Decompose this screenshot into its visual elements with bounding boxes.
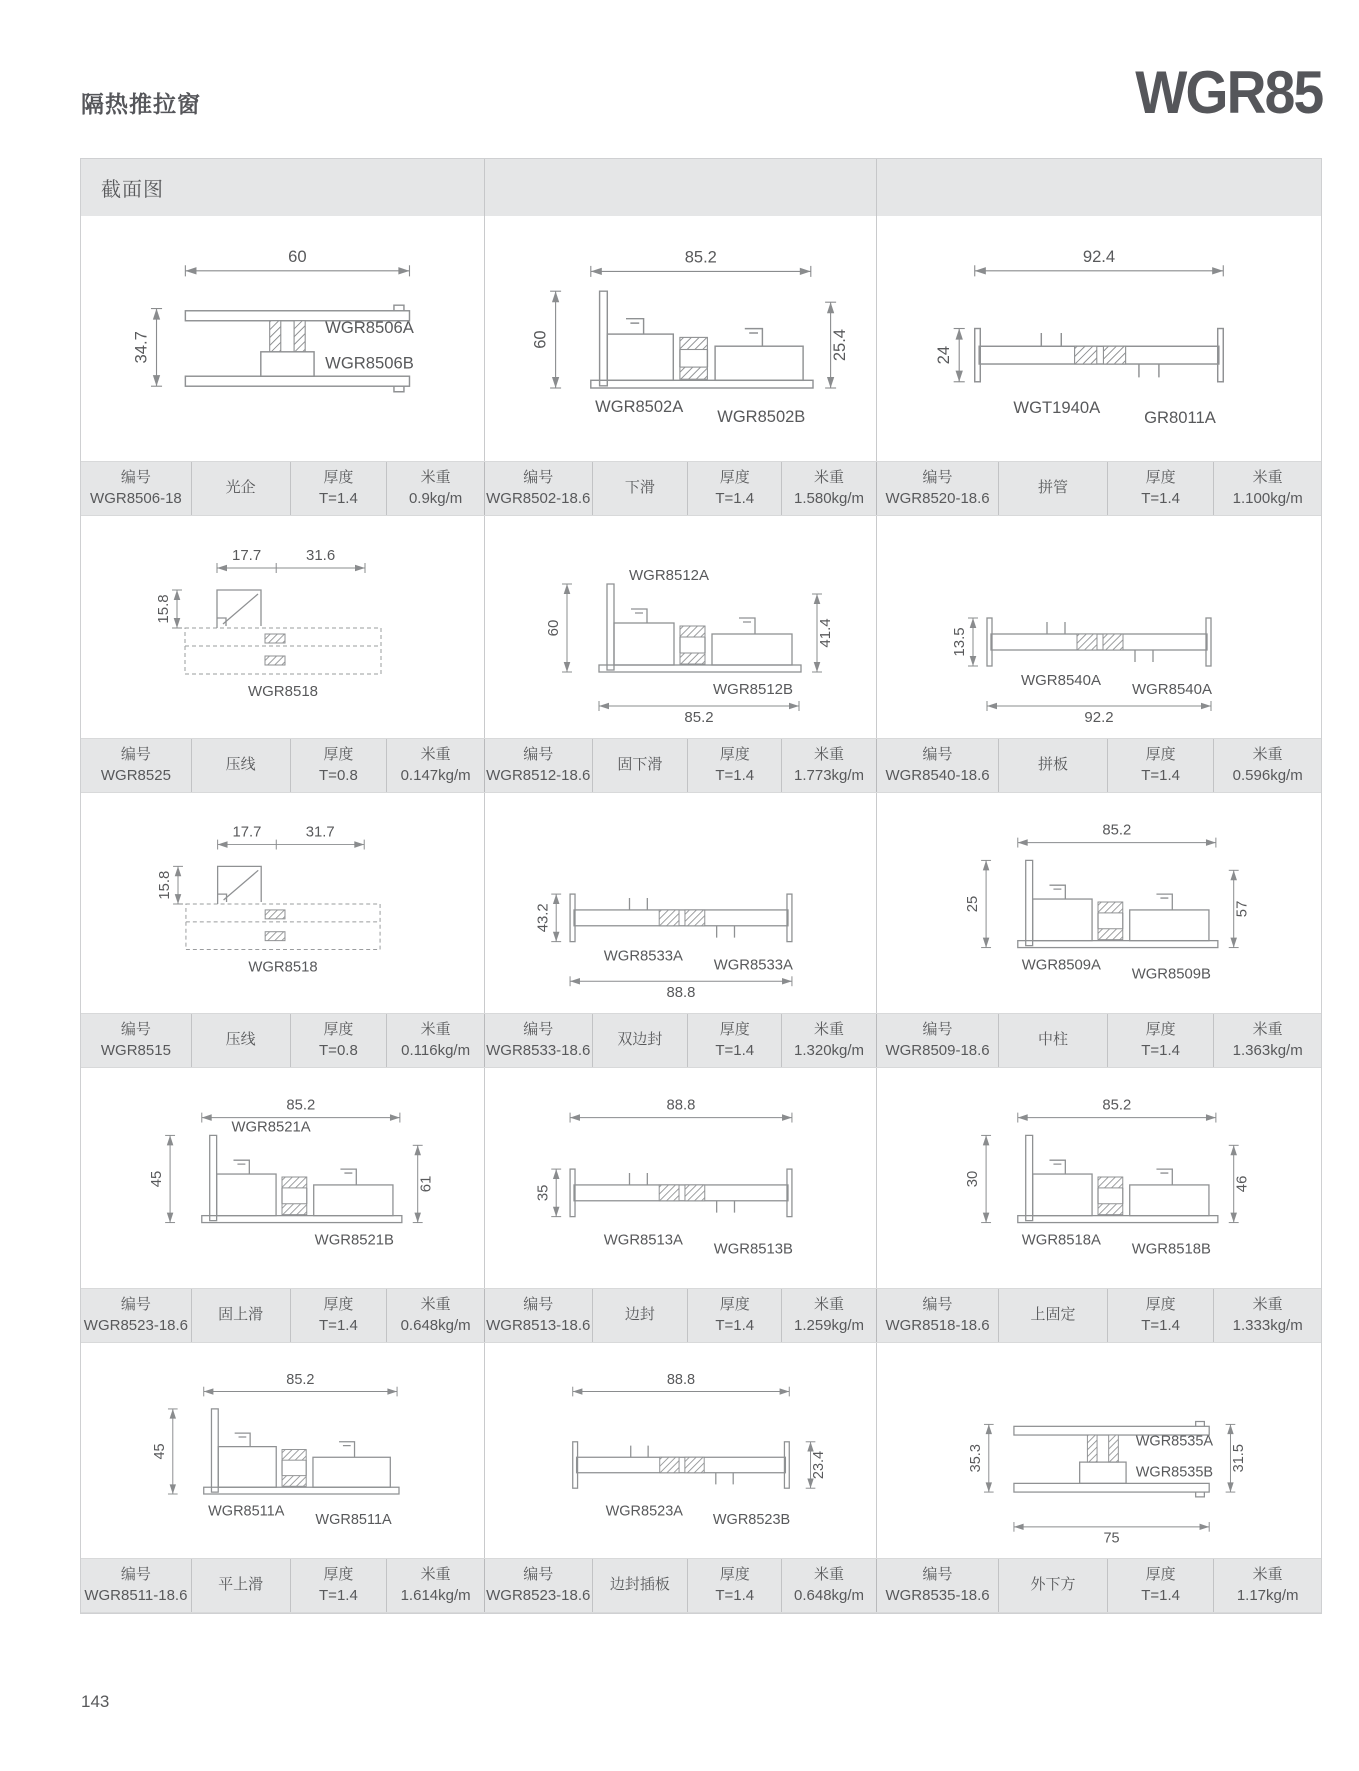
thickness-label: 厚度 — [719, 746, 750, 764]
profile-drawing-WGR8509-18.6 — [877, 793, 1321, 1013]
drawing-row — [81, 516, 1321, 738]
thickness-cell — [688, 1289, 782, 1342]
thickness-value: T=1.4 — [319, 1316, 358, 1334]
section-header: 截面图 — [101, 179, 164, 201]
weight-label: 米重 — [814, 746, 845, 764]
svg-text:45: 45 — [151, 1443, 168, 1460]
svg-text:WGR8509A: WGR8509A — [1021, 957, 1101, 974]
thickness-value: T=1.4 — [1141, 1041, 1181, 1059]
code-label: 编号 — [922, 746, 953, 764]
code-label: 编号 — [523, 1566, 554, 1584]
svg-text:WGR8518B: WGR8518B — [1131, 1241, 1211, 1258]
code-cell — [877, 739, 999, 792]
svg-text:15.8: 15.8 — [156, 870, 173, 900]
svg-text:60: 60 — [544, 619, 562, 637]
weight-value: 1.580kg/m — [794, 489, 865, 507]
svg-text:WGR8513B: WGR8513B — [713, 1241, 793, 1258]
name-cell — [593, 1559, 689, 1612]
code-value: WGR8509-18.6 — [885, 1041, 990, 1059]
code-value: WGR8511-18.6 — [84, 1586, 188, 1604]
code-value: WGR8506-18 — [90, 489, 182, 507]
thickness-cell — [1108, 1559, 1215, 1612]
code-value: WGR8523-18.6 — [486, 1586, 591, 1604]
weight-label: 米重 — [814, 1296, 845, 1314]
cross-section-svg — [90, 522, 476, 732]
thickness-value: T=1.4 — [715, 1041, 755, 1059]
code-cell — [877, 1559, 999, 1612]
code-cell — [877, 462, 999, 515]
thickness-label: 厚度 — [323, 1021, 354, 1039]
weight-value: 1.333kg/m — [1232, 1316, 1303, 1334]
cross-section-svg — [886, 222, 1312, 455]
spec-group — [81, 1559, 485, 1612]
thickness-label: 厚度 — [323, 469, 354, 487]
thickness-cell — [291, 1559, 388, 1612]
svg-text:WGR8535A: WGR8535A — [1135, 1433, 1214, 1450]
weight-label: 米重 — [420, 1021, 451, 1039]
spec-group — [81, 462, 485, 515]
svg-text:WGR8523B: WGR8523B — [712, 1511, 790, 1528]
weight-value: 1.100kg/m — [1232, 489, 1303, 507]
weight-cell — [1214, 1559, 1321, 1612]
weight-cell — [782, 1014, 876, 1067]
spec-row — [81, 1013, 1321, 1068]
code-label: 编号 — [120, 1021, 151, 1039]
spec-group — [485, 462, 877, 515]
weight-cell — [1214, 739, 1321, 792]
name-cell — [593, 739, 689, 792]
weight-value: 1.17kg/m — [1236, 1586, 1299, 1604]
svg-text:34.7: 34.7 — [131, 331, 151, 364]
cross-section-svg — [886, 799, 1312, 1007]
name-cell — [593, 462, 689, 515]
name-value: 双边封 — [617, 1031, 663, 1049]
thickness-label: 厚度 — [1145, 1296, 1176, 1314]
svg-text:31.6: 31.6 — [305, 547, 335, 564]
svg-text:31.7: 31.7 — [305, 824, 335, 841]
spec-group — [877, 1014, 1321, 1067]
code-label: 编号 — [523, 1021, 554, 1039]
name-value: 拼管 — [1037, 479, 1068, 497]
thickness-label: 厚度 — [323, 1296, 354, 1314]
name-cell — [593, 1014, 689, 1067]
svg-text:85.2: 85.2 — [683, 709, 714, 726]
thickness-value: T=1.4 — [319, 1586, 358, 1604]
svg-text:GR8011A: GR8011A — [1144, 407, 1216, 427]
svg-text:WGR8523A: WGR8523A — [605, 1503, 683, 1520]
profile-drawing-WGR8515 — [81, 793, 485, 1013]
svg-text:17.7: 17.7 — [231, 547, 261, 564]
profile-drawing-WGR8523-18.6 — [81, 1068, 485, 1288]
name-value: 中柱 — [1037, 1031, 1068, 1049]
thickness-cell — [291, 1014, 388, 1067]
weight-cell — [1214, 462, 1321, 515]
profile-drawing-WGR8523-18.6 — [485, 1343, 877, 1558]
cross-section-svg — [494, 522, 868, 732]
thickness-cell — [688, 462, 782, 515]
svg-text:25: 25 — [965, 895, 982, 913]
spec-group — [81, 739, 485, 792]
name-value: 平上滑 — [218, 1576, 264, 1594]
profile-drawing-WGR8506-18 — [81, 216, 485, 461]
page-number: 143 — [81, 1692, 110, 1711]
drawing-row — [81, 216, 1321, 461]
svg-text:85.2: 85.2 — [1102, 822, 1132, 839]
weight-value: 0.9kg/m — [408, 489, 463, 507]
weight-cell — [1214, 1289, 1321, 1342]
name-cell — [593, 1289, 689, 1342]
name-value: 下滑 — [624, 479, 655, 497]
name-value: 固上滑 — [218, 1306, 264, 1324]
code-value: WGR8513-18.6 — [486, 1316, 591, 1334]
code-value: WGR8535-18.6 — [885, 1586, 990, 1604]
svg-text:WGR8540A: WGR8540A — [1020, 672, 1102, 689]
svg-text:24: 24 — [934, 345, 954, 365]
weight-label: 米重 — [420, 469, 451, 487]
svg-text:75: 75 — [1103, 1530, 1120, 1547]
weight-cell — [782, 462, 876, 515]
code-cell — [485, 739, 593, 792]
svg-text:60: 60 — [287, 246, 307, 266]
cross-section-svg — [886, 522, 1312, 732]
thickness-label: 厚度 — [719, 1296, 750, 1314]
weight-label: 米重 — [420, 1566, 451, 1584]
svg-text:WGR8512A: WGR8512A — [628, 567, 709, 584]
svg-text:92.4: 92.4 — [1082, 246, 1116, 266]
thickness-value: T=1.4 — [319, 489, 358, 507]
thickness-cell — [291, 739, 388, 792]
cross-section-svg — [90, 1349, 476, 1552]
spec-group — [81, 1014, 485, 1067]
name-value: 外下方 — [1030, 1576, 1076, 1594]
code-value: WGR8520-18.6 — [885, 489, 990, 507]
profile-drawing-WGR8512-18.6 — [485, 516, 877, 738]
code-cell — [877, 1289, 999, 1342]
spec-group — [877, 462, 1321, 515]
svg-text:85.2: 85.2 — [1102, 1097, 1132, 1114]
name-value: 压线 — [225, 756, 256, 774]
weight-value: 1.773kg/m — [794, 766, 865, 784]
thickness-label: 厚度 — [719, 469, 750, 487]
thickness-label: 厚度 — [323, 1566, 354, 1584]
svg-text:WGR8512B: WGR8512B — [712, 681, 793, 698]
profile-drawing-WGR8535-18.6 — [877, 1343, 1321, 1558]
weight-label: 米重 — [420, 746, 451, 764]
weight-label: 米重 — [1252, 1021, 1283, 1039]
code-cell — [485, 462, 593, 515]
name-value: 边封插板 — [609, 1576, 670, 1594]
svg-text:WGR8518: WGR8518 — [247, 959, 318, 976]
thickness-value: T=1.4 — [1141, 489, 1181, 507]
svg-text:88.8: 88.8 — [666, 985, 695, 1002]
svg-text:92.2: 92.2 — [1084, 709, 1114, 726]
name-cell — [999, 1289, 1108, 1342]
name-cell — [192, 1014, 291, 1067]
thickness-label: 厚度 — [1145, 746, 1176, 764]
code-label: 编号 — [120, 1566, 151, 1584]
name-cell — [999, 1014, 1108, 1067]
name-cell — [999, 1559, 1108, 1612]
svg-text:WGR8533A: WGR8533A — [603, 948, 683, 965]
weight-cell — [782, 1289, 876, 1342]
name-cell — [192, 1289, 291, 1342]
name-cell — [192, 739, 291, 792]
weight-label: 米重 — [420, 1296, 451, 1314]
svg-text:43.2: 43.2 — [534, 903, 551, 933]
cross-section-svg — [886, 1074, 1312, 1282]
svg-text:WGR8518A: WGR8518A — [1021, 1232, 1101, 1249]
profile-drawing-WGR8520-18.6 — [877, 216, 1321, 461]
svg-text:41.4: 41.4 — [816, 618, 834, 648]
thickness-cell — [291, 462, 388, 515]
name-value: 固下滑 — [617, 756, 663, 774]
thickness-cell — [1108, 1014, 1215, 1067]
code-label: 编号 — [120, 469, 151, 487]
profile-table — [80, 158, 1322, 1614]
code-value: WGR8502-18.6 — [486, 489, 591, 507]
category-title: 隔热推拉窗 — [81, 91, 201, 117]
profile-drawing-WGR8511-18.6 — [81, 1343, 485, 1558]
weight-value: 1.320kg/m — [794, 1041, 865, 1059]
weight-label: 米重 — [814, 1021, 845, 1039]
code-label: 编号 — [922, 1296, 953, 1314]
thickness-value: T=1.4 — [1141, 1316, 1181, 1334]
drawing-row — [81, 1068, 1321, 1288]
name-value: 压线 — [225, 1031, 256, 1049]
svg-text:46: 46 — [1234, 1175, 1251, 1193]
svg-text:WGR8511A: WGR8511A — [314, 1511, 392, 1528]
cross-section-svg — [90, 799, 476, 1007]
code-value: WGR8540-18.6 — [885, 766, 990, 784]
cross-section-svg — [494, 1074, 868, 1282]
weight-cell — [387, 1014, 484, 1067]
thickness-cell — [1108, 739, 1215, 792]
thickness-value: T=1.4 — [1141, 766, 1181, 784]
spec-row — [81, 1288, 1321, 1343]
series-code: WGR85 — [1134, 59, 1322, 126]
name-value: 光企 — [225, 479, 256, 497]
weight-value: 0.147kg/m — [400, 766, 471, 784]
svg-text:WGR8506B: WGR8506B — [324, 353, 414, 373]
svg-text:61: 61 — [418, 1175, 435, 1193]
weight-value: 0.116kg/m — [401, 1041, 471, 1059]
svg-text:13.5: 13.5 — [951, 627, 968, 657]
svg-text:WGR8506A: WGR8506A — [324, 317, 414, 337]
weight-label: 米重 — [1252, 746, 1283, 764]
svg-text:WGT1940A: WGT1940A — [1013, 397, 1101, 417]
svg-text:23.4: 23.4 — [810, 1450, 827, 1480]
name-value: 上固定 — [1030, 1306, 1076, 1324]
code-label: 编号 — [922, 1021, 953, 1039]
profile-drawing-WGR8513-18.6 — [485, 1068, 877, 1288]
name-cell — [192, 1559, 291, 1612]
thickness-value: T=1.4 — [715, 1316, 755, 1334]
code-value: WGR8533-18.6 — [486, 1041, 591, 1059]
thickness-label: 厚度 — [1145, 1021, 1176, 1039]
svg-text:WGR8513A: WGR8513A — [603, 1232, 683, 1249]
svg-text:31.5: 31.5 — [1231, 1444, 1248, 1473]
code-label: 编号 — [120, 746, 151, 764]
code-label: 编号 — [922, 1566, 953, 1584]
name-value: 边封 — [624, 1306, 655, 1324]
thickness-cell — [1108, 462, 1215, 515]
name-cell — [999, 739, 1108, 792]
spec-group — [877, 1559, 1321, 1612]
svg-text:WGR8502A: WGR8502A — [594, 398, 683, 417]
code-cell — [81, 1289, 192, 1342]
weight-value: 1.259kg/m — [794, 1316, 865, 1334]
profile-drawing-WGR8502-18.6 — [485, 216, 877, 461]
code-value: WGR8518-18.6 — [885, 1316, 990, 1334]
table-header-row — [81, 159, 1321, 216]
thickness-cell — [688, 1559, 782, 1612]
cross-section-svg — [494, 799, 868, 1007]
cross-section-svg — [90, 1074, 476, 1282]
spec-group — [81, 1289, 485, 1342]
svg-text:45: 45 — [148, 1170, 165, 1188]
profile-drawing-WGR8518-18.6 — [877, 1068, 1321, 1288]
svg-text:WGR8521B: WGR8521B — [314, 1232, 394, 1249]
weight-cell — [387, 462, 484, 515]
code-cell — [877, 1014, 999, 1067]
spec-row — [81, 738, 1321, 793]
svg-text:88.8: 88.8 — [666, 1097, 695, 1114]
weight-value: 1.363kg/m — [1232, 1041, 1303, 1059]
svg-text:35.3: 35.3 — [968, 1444, 985, 1473]
thickness-cell — [291, 1289, 388, 1342]
spec-group — [485, 1289, 877, 1342]
svg-text:25.4: 25.4 — [830, 329, 849, 362]
code-label: 编号 — [120, 1296, 151, 1314]
code-value: WGR8515 — [100, 1041, 171, 1059]
thickness-value: T=0.8 — [319, 1041, 358, 1059]
table-header-cell — [81, 159, 485, 216]
thickness-label: 厚度 — [1145, 469, 1176, 487]
thickness-value: T=0.8 — [319, 766, 358, 784]
weight-label: 米重 — [814, 469, 845, 487]
code-label: 编号 — [922, 469, 953, 487]
drawing-row — [81, 793, 1321, 1013]
spec-group — [485, 1559, 877, 1612]
svg-text:85.2: 85.2 — [285, 1371, 315, 1388]
code-label: 编号 — [523, 746, 554, 764]
spec-row — [81, 1558, 1321, 1613]
svg-text:57: 57 — [1234, 900, 1251, 918]
weight-value: 0.596kg/m — [1232, 766, 1303, 784]
cross-section-svg — [90, 222, 476, 455]
weight-label: 米重 — [1252, 469, 1283, 487]
svg-text:17.7: 17.7 — [232, 824, 261, 841]
name-value: 拼板 — [1037, 756, 1068, 774]
table-header-cell — [485, 159, 877, 216]
cross-section-svg — [494, 222, 868, 455]
code-cell — [81, 462, 192, 515]
profile-drawing-WGR8540-18.6 — [877, 516, 1321, 738]
thickness-cell — [688, 1014, 782, 1067]
svg-text:WGR8509B: WGR8509B — [1131, 966, 1211, 983]
spec-row — [81, 461, 1321, 516]
svg-text:WGR8533A: WGR8533A — [713, 957, 793, 974]
code-label: 编号 — [523, 1296, 554, 1314]
code-value: WGR8523-18.6 — [83, 1316, 189, 1334]
svg-text:WGR8502B: WGR8502B — [716, 408, 805, 427]
spec-group — [877, 1289, 1321, 1342]
name-cell — [192, 462, 291, 515]
svg-text:88.8: 88.8 — [666, 1371, 695, 1388]
thickness-label: 厚度 — [719, 1566, 750, 1584]
spec-group — [877, 739, 1321, 792]
thickness-value: T=1.4 — [715, 489, 755, 507]
svg-text:85.2: 85.2 — [285, 1097, 315, 1114]
weight-label: 米重 — [1252, 1566, 1283, 1584]
weight-value: 0.648kg/m — [794, 1586, 865, 1604]
code-cell — [485, 1014, 593, 1067]
weight-cell — [782, 739, 876, 792]
spec-group — [485, 739, 877, 792]
svg-text:WGR8521A: WGR8521A — [230, 1119, 311, 1136]
weight-value: 1.614kg/m — [400, 1586, 471, 1604]
svg-text:WGR8518: WGR8518 — [247, 683, 318, 700]
code-cell — [81, 1559, 192, 1612]
svg-text:85.2: 85.2 — [684, 248, 717, 267]
weight-value: 0.648kg/m — [400, 1316, 471, 1334]
name-cell — [999, 462, 1108, 515]
profile-drawing-WGR8525 — [81, 516, 485, 738]
thickness-cell — [1108, 1289, 1215, 1342]
weight-label: 米重 — [1252, 1296, 1283, 1314]
thickness-cell — [688, 739, 782, 792]
svg-text:WGR8540A: WGR8540A — [1131, 681, 1213, 698]
cross-section-svg — [886, 1349, 1312, 1552]
thickness-label: 厚度 — [323, 746, 354, 764]
code-cell — [81, 739, 192, 792]
thickness-value: T=1.4 — [1141, 1586, 1181, 1604]
spec-group — [485, 1014, 877, 1067]
weight-cell — [1214, 1014, 1321, 1067]
weight-label: 米重 — [814, 1566, 845, 1584]
thickness-value: T=1.4 — [715, 766, 755, 784]
weight-cell — [387, 1559, 484, 1612]
code-cell — [81, 1014, 192, 1067]
thickness-label: 厚度 — [1145, 1566, 1176, 1584]
weight-cell — [387, 1289, 484, 1342]
cross-section-svg — [494, 1349, 868, 1552]
code-value: WGR8525 — [100, 766, 171, 784]
code-value: WGR8512-18.6 — [486, 766, 591, 784]
thickness-value: T=1.4 — [715, 1586, 755, 1604]
weight-cell — [782, 1559, 876, 1612]
svg-text:15.8: 15.8 — [154, 594, 172, 624]
svg-text:35: 35 — [534, 1184, 551, 1202]
svg-text:WGR8511A: WGR8511A — [207, 1503, 284, 1520]
svg-text:60: 60 — [531, 330, 550, 349]
weight-cell — [387, 739, 484, 792]
code-cell — [485, 1559, 593, 1612]
code-cell — [485, 1289, 593, 1342]
table-header-cell — [877, 159, 1321, 216]
thickness-label: 厚度 — [719, 1021, 750, 1039]
svg-text:WGR8535B: WGR8535B — [1135, 1464, 1214, 1481]
profile-drawing-WGR8533-18.6 — [485, 793, 877, 1013]
svg-text:30: 30 — [965, 1170, 982, 1188]
code-label: 编号 — [523, 469, 554, 487]
drawing-row — [81, 1343, 1321, 1558]
